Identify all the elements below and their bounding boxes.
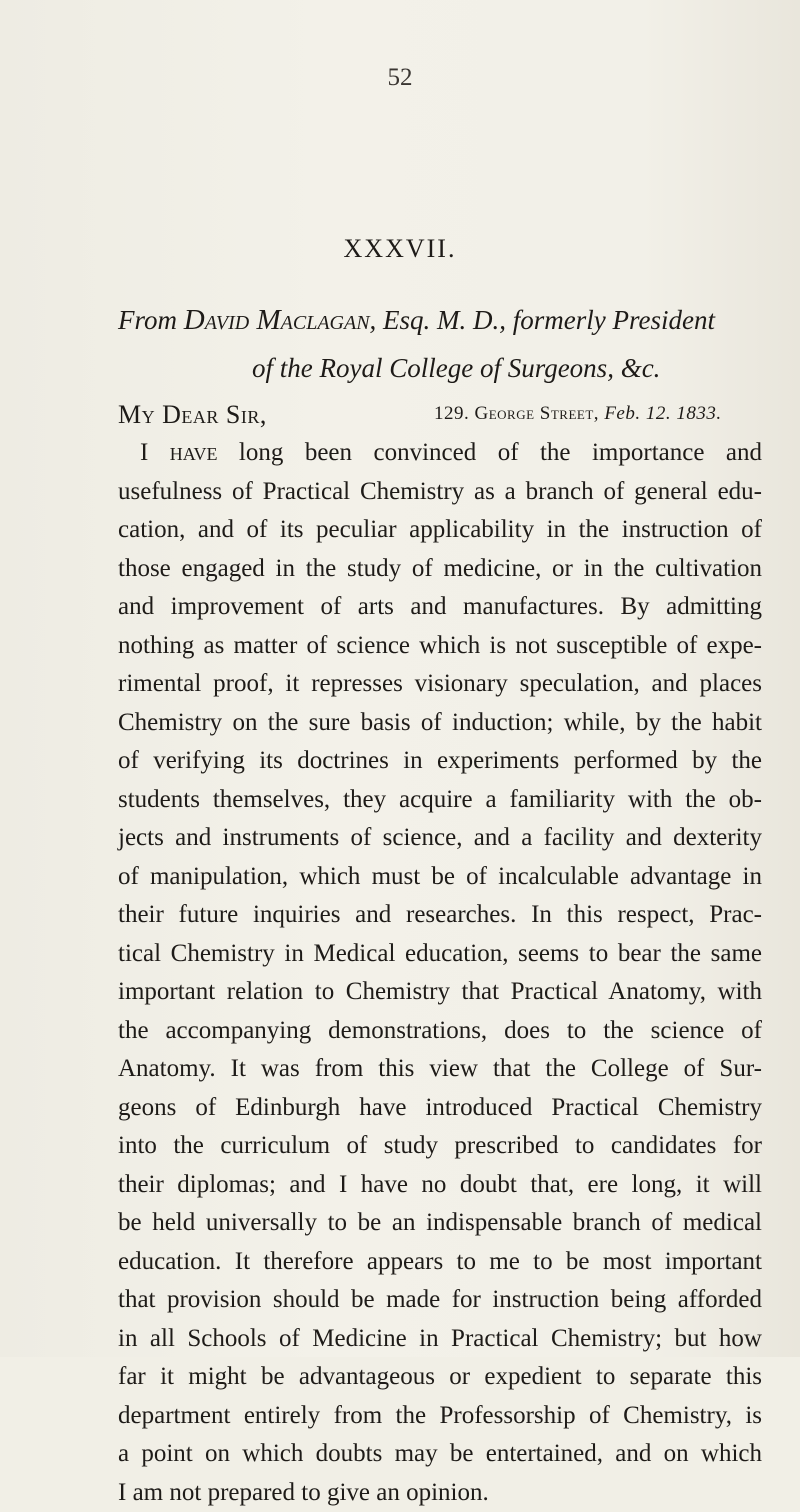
body-line: important relation to Chemistry that Practical Anatomy, with <box>118 973 762 1012</box>
heading-from: From <box>118 305 177 335</box>
body-line: their future inquiries and researches. In this respect, Prac- <box>118 896 762 935</box>
body-line: and improvement of arts and manufactures. By admitting <box>118 588 762 627</box>
body-line: Chemistry on the sure basis of induction; while, by the habit <box>118 704 762 743</box>
heading-author-name: David Maclagan <box>184 304 370 336</box>
letter-date: Feb. 12. 1833. <box>604 403 721 424</box>
body-line: Anatomy. It was from this view that the College of Sur- <box>118 1050 762 1089</box>
body-line: far it might be advantageous or expedient to separate this <box>118 1358 762 1397</box>
body-line: their diplomas; and I have no doubt that, ere long, it will <box>118 1166 762 1205</box>
body-line: be held universally to be an indispensable branch of medical <box>118 1204 762 1243</box>
body-line: of manipulation, which must be of incalculable advantage in <box>118 858 762 897</box>
body-line: in all Schools of Medicine in Practical Chemistry; but how <box>118 1320 762 1359</box>
body-line: usefulness of Practical Chemistry as a branch of general edu- <box>118 473 762 512</box>
salutation-row <box>118 400 768 436</box>
body-line: I have long been convinced of the importance and <box>118 434 762 473</box>
body-line: of verifying its doctrines in experiments performed by the <box>118 742 762 781</box>
letter-heading <box>118 296 758 392</box>
address-street: 129. George Street, <box>434 403 599 424</box>
letter-body <box>118 434 762 1512</box>
body-line: the accompanying demonstrations, does to the science of <box>118 1012 762 1051</box>
body-line: tical Chemistry in Medical education, seems to bear the same <box>118 935 762 974</box>
body-line: education. It therefore appears to me to be most important <box>118 1243 762 1282</box>
body-line: cation, and of its peculiar applicability in the instruction of <box>118 511 762 550</box>
salutation: My Dear Sir, <box>118 400 267 430</box>
body-line: nothing as matter of science which is not susceptible of expe- <box>118 627 762 666</box>
body-first-word: I have <box>140 439 217 466</box>
letter-address <box>434 403 722 425</box>
heading-author-title: , Esq. M. D., formerly President <box>370 305 715 335</box>
body-line: I am not prepared to give an opinion. <box>118 1474 762 1512</box>
body-line: a point on which doubts may be entertained, and on which <box>118 1435 762 1474</box>
body-line: those engaged in the study of medicine, or in the cultivation <box>118 550 762 589</box>
body-line: into the curriculum of study prescribed to candidates for <box>118 1127 762 1166</box>
page-number: 52 <box>0 64 800 92</box>
body-line: rimental proof, it represses visionary speculation, and places <box>118 665 762 704</box>
heading-author-affiliation: of the Royal College of Surgeons, &c. <box>118 344 758 392</box>
letter-number: XXXVII. <box>0 234 800 264</box>
body-line: geons of Edinburgh have introduced Practical Chemistry <box>118 1089 762 1128</box>
body-line: jects and instruments of science, and a facility and dexterity <box>118 819 762 858</box>
body-line: department entirely from the Professorship of Chemistry, is <box>118 1397 762 1436</box>
body-line: students themselves, they acquire a familiarity with the ob- <box>118 781 762 820</box>
body-line: that provision should be made for instruction being afforded <box>118 1281 762 1320</box>
